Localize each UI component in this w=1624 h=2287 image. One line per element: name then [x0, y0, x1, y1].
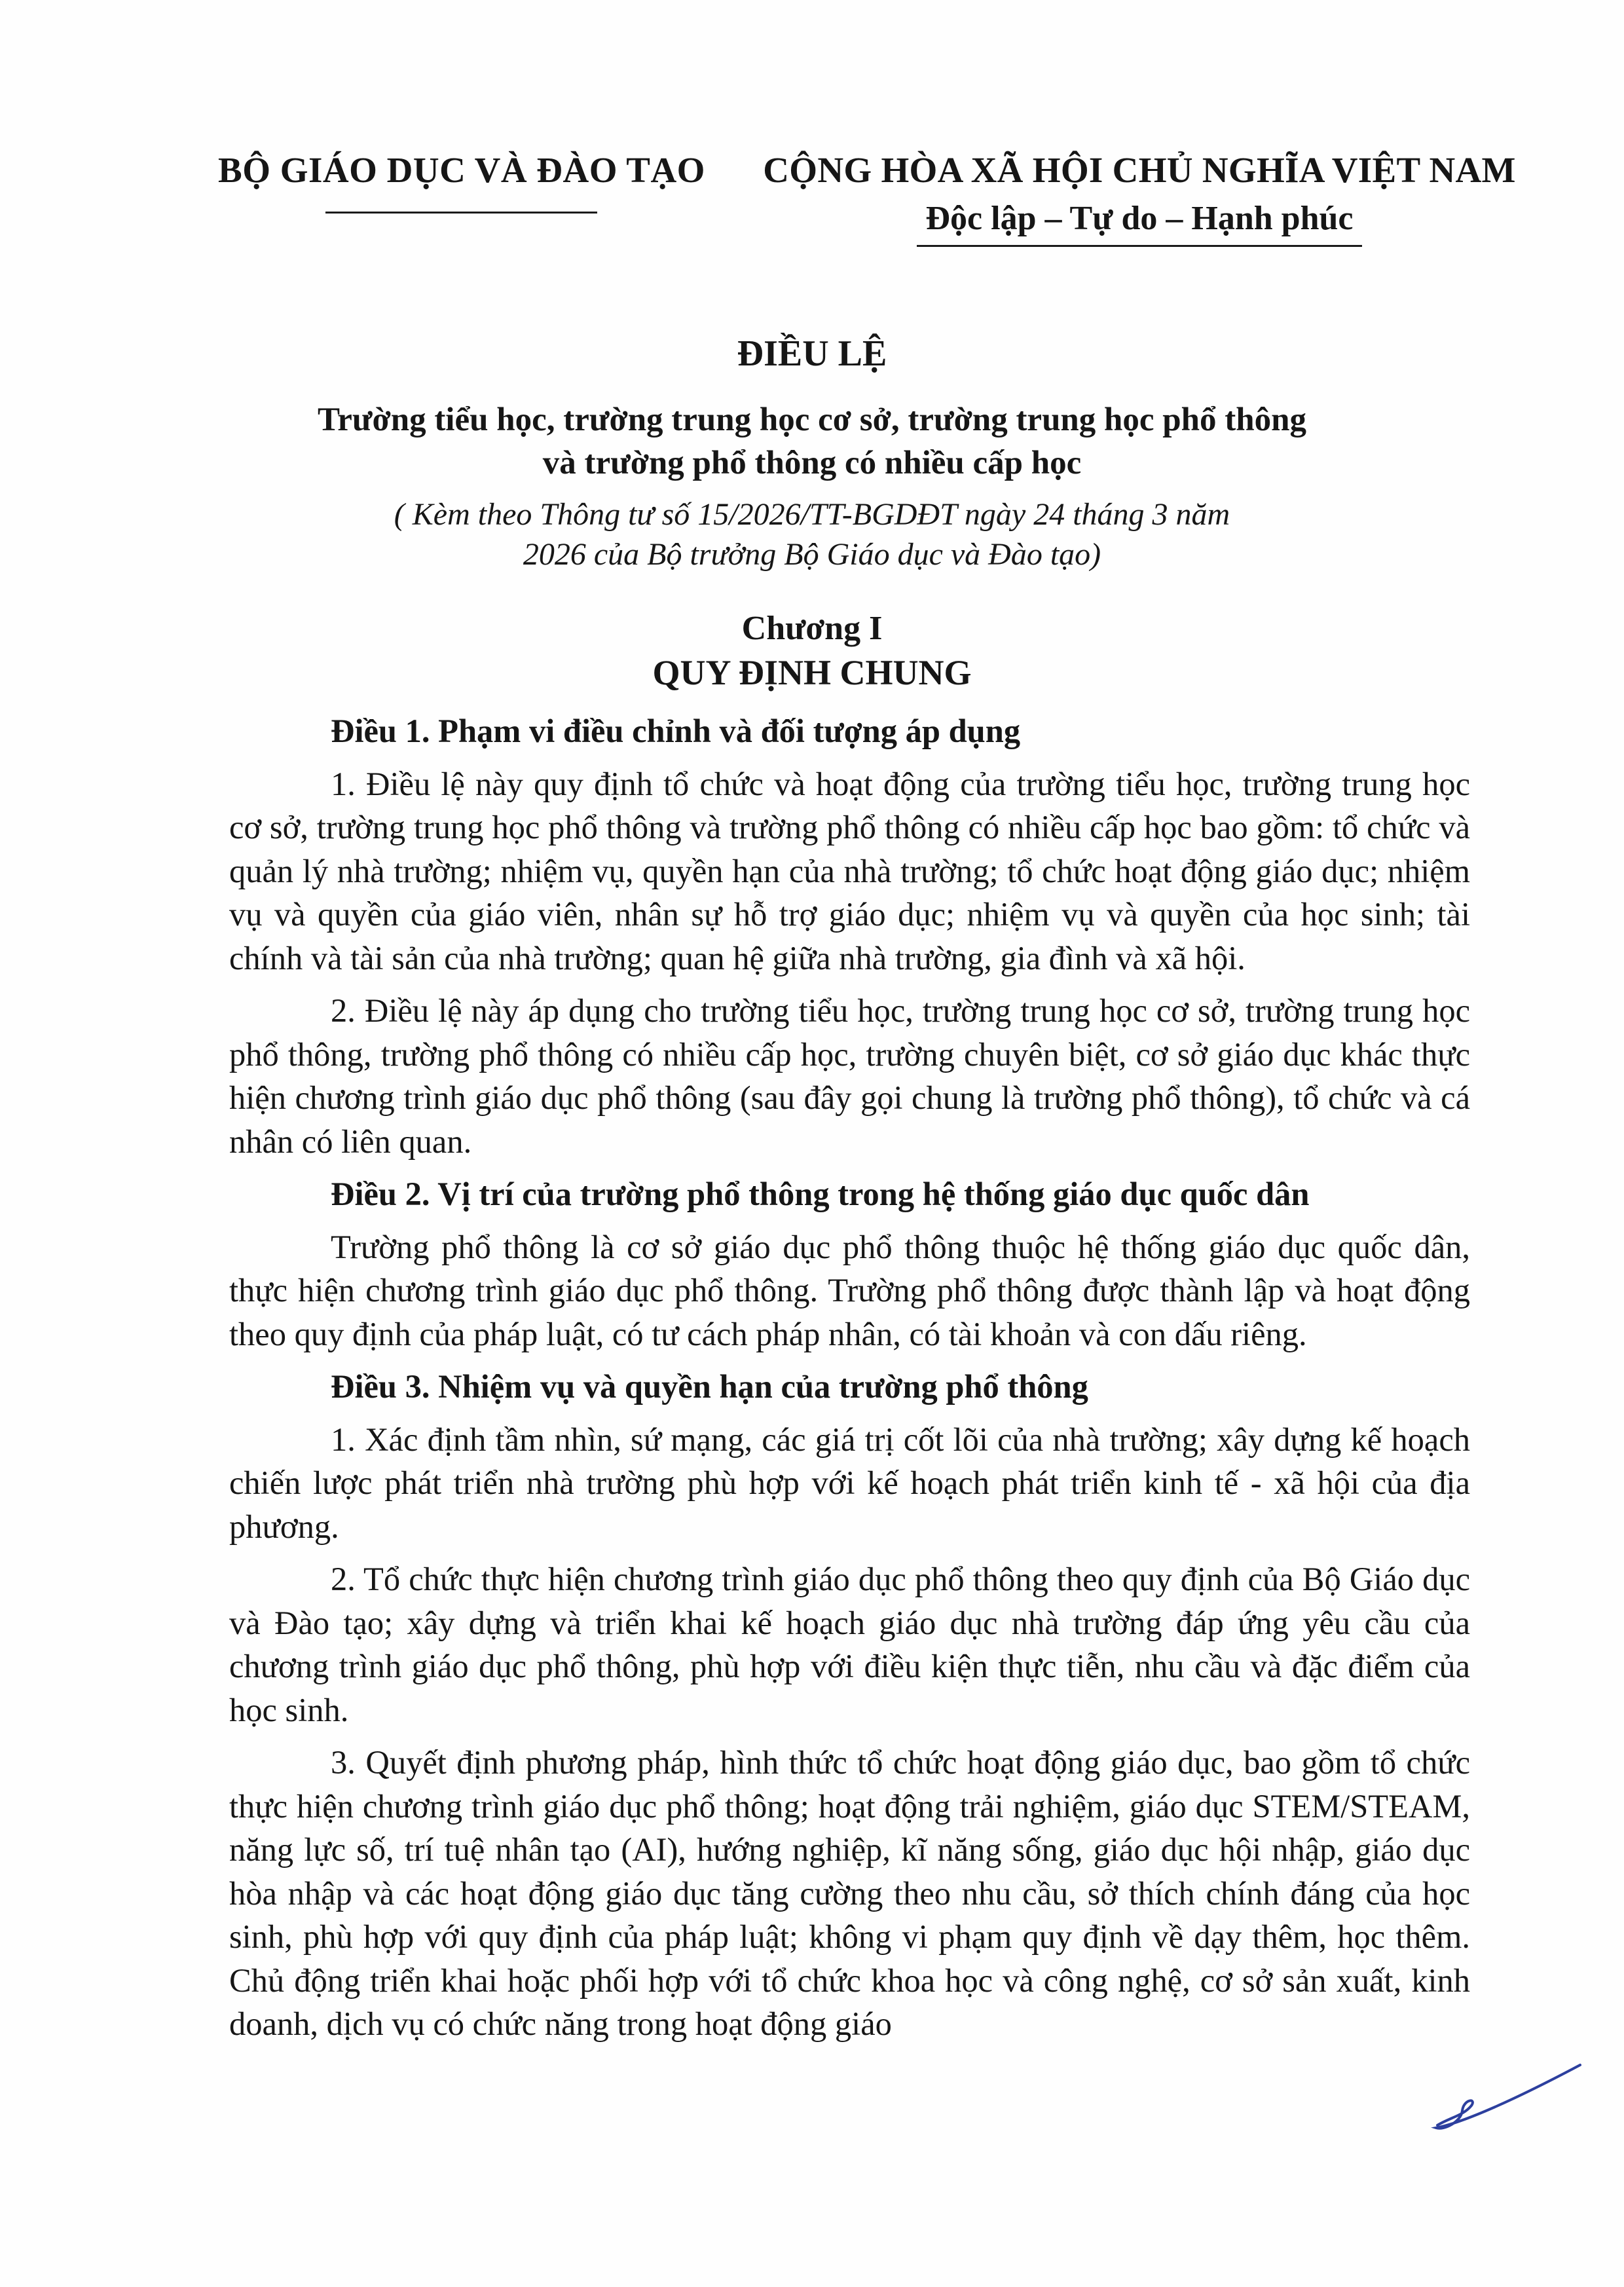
article-3-paragraph-2: 2. Tổ chức thực hiện chương trình giáo dục phổ thông theo quy định của Bộ Giáo dục và Đào tạo; xây dựng và triển khai kế hoạch giáo dục nhà trường đáp ứng yêu cầu của chương trình giáo dục phổ thông, phù hợp với điều kiện thực tiễn, nhu cầu và đặc điểm của học sinh.: [229, 1561, 1470, 1728]
document-body: [229, 709, 1470, 2046]
article-1-paragraph-1: 1. Điều lệ này quy định tổ chức và hoạt động của trường tiểu học, trường trung học cơ sở, trường trung học phổ thông và trường phổ thông có nhiều cấp học bao gồm: tổ chức và quản lý nhà trường; nhiệm vụ, quyền hạn của nhà trường; tổ chức hoạt động giáo dục; nhiệm vụ và quyền của giáo viên, nhân sự hỗ trợ giáo dục; nhiệm vụ và quyền của học sinh; tài chính và tài sản của nhà trường; quan hệ giữa nhà trường, gia đình và xã hội.: [229, 765, 1470, 976]
initial-signature-mark: [1424, 2060, 1585, 2135]
article-3-paragraph-1: 1. Xác định tầm nhìn, sứ mạng, các giá trị cốt lõi của nhà trường; xây dựng kế hoạch chiến lược phát triển nhà trường phù hợp với kế hoạch phát triển kinh tế - xã hội của địa phương.: [229, 1421, 1470, 1545]
motto-underline: [917, 245, 1362, 247]
document-subtitle: [131, 398, 1493, 485]
national-motto: Độc lập – Tự do – Hạnh phúc: [925, 200, 1354, 237]
country-name: CỘNG HÒA XÃ HỘI CHỦ NGHĨA VIỆT NAM: [763, 150, 1516, 190]
document-subtitle-text: Trường tiểu học, trường trung học cơ sở, trường trung học phổ thông và trường phổ thông có nhiều cấp học: [318, 401, 1306, 481]
article-2-heading: Điều 2. Vị trí của trường phổ thông trong hệ thống giáo dục quốc dân: [331, 1176, 1310, 1212]
article-3-heading: Điều 3. Nhiệm vụ và quyền hạn của trường phổ thông: [331, 1368, 1088, 1405]
article-3-paragraph-3: 3. Quyết định phương pháp, hình thức tổ chức hoạt động giáo dục, bao gồm tổ chức thực hiện chương trình giáo dục phổ thông; hoạt động trải nghiệm, giáo dục STEM/STEAM, năng lực số, trí tuệ nhân tạo (AI), hướng nghiệp, kĩ năng sống, giáo dục hội nhập, giáo dục hòa nhập và các hoạt động giáo dục tăng cường theo nhu cầu, sở thích chính đáng của học sinh, phù hợp với quy định của pháp luật; không vi phạm quy định về dạy thêm, học thêm. Chủ động triển khai hoặc phối hợp với tổ chức khoa học và công nghệ, cơ sở sản xuất, kinh doanh, dịch vụ có chức năng trong hoạt động giáo: [229, 1744, 1470, 2042]
article-1-paragraph-2: 2. Điều lệ này áp dụng cho trường tiểu học, trường trung học cơ sở, trường trung học phổ thông, trường phổ thông có nhiều cấp học, trường chuyên biệt, cơ sở giáo dục khác thực hiện chương trình giáo dục phổ thông (sau đây gọi chung là trường phổ thông), tổ chức và cá nhân có liên quan.: [229, 992, 1470, 1160]
attachment-note: [131, 494, 1493, 574]
ministry-name: BỘ GIÁO DỤC VÀ ĐÀO TẠO: [218, 150, 705, 190]
chapter-name: QUY ĐỊNH CHUNG: [652, 653, 972, 692]
article-1-heading: Điều 1. Phạm vi điều chỉnh và đối tượng áp dụng: [331, 713, 1021, 749]
document-title: ĐIỀU LỆ: [737, 333, 887, 374]
ministry-underline: [325, 212, 597, 214]
attachment-note-text: ( Kèm theo Thông tư số 15/2026/TT-BGDĐT ngày 24 tháng 3 năm 2026 của Bộ trưởng Bộ Giáo dục và Đào tạo): [394, 497, 1230, 572]
chapter-label: Chương I: [741, 610, 883, 647]
article-2-paragraph-1: Trường phổ thông là cơ sở giáo dục phổ thông thuộc hệ thống giáo dục quốc dân, thực hiện chương trình giáo dục phổ thông. Trường phổ thông được thành lập và hoạt động theo quy định của pháp luật, có tư cách pháp nhân, có tài khoản và con dấu riêng.: [229, 1228, 1470, 1352]
